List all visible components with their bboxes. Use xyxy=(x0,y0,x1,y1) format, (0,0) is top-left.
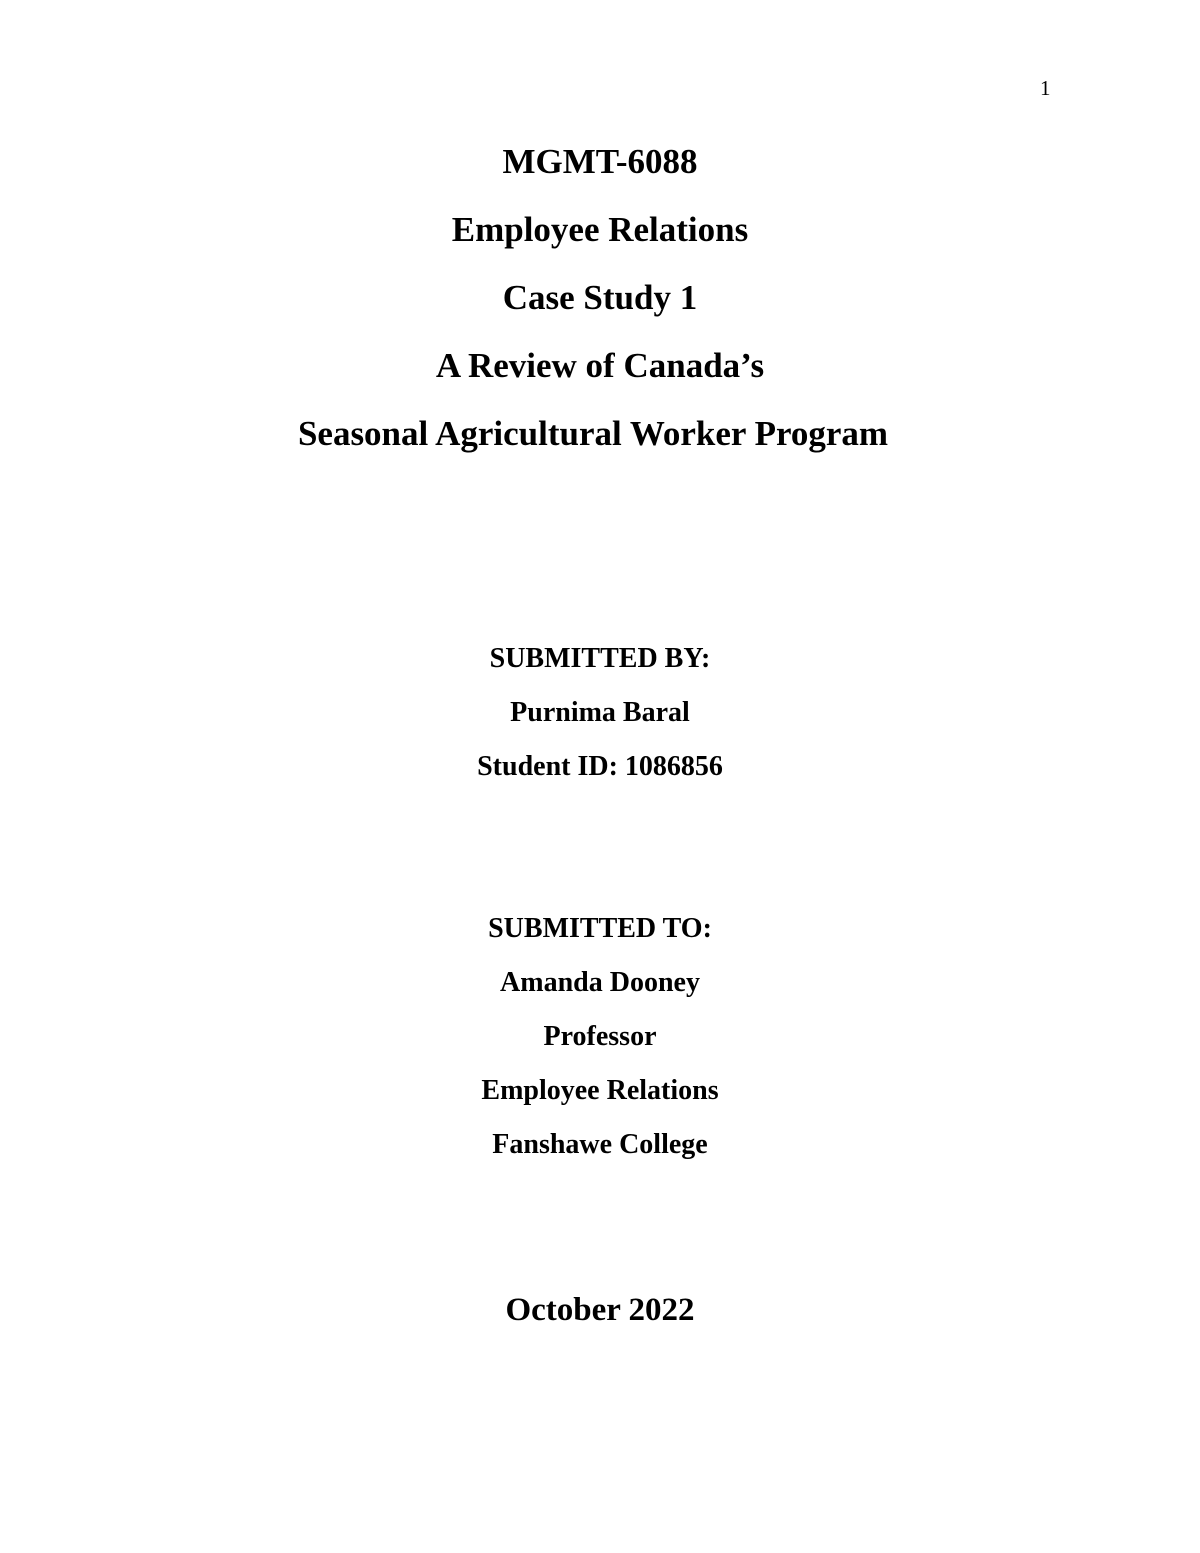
institution-name: Fanshawe College xyxy=(492,1129,708,1160)
submission-date: October 2022 xyxy=(505,1292,695,1328)
submitted-by-label: SUBMITTED BY: xyxy=(489,643,711,674)
paper-title-line-2: Seasonal Agricultural Worker Program xyxy=(297,414,889,453)
page-number: 1 xyxy=(1040,76,1051,100)
student-name: Purnima Baral xyxy=(510,697,690,728)
assignment-title: Case Study 1 xyxy=(502,278,698,317)
submitted-to-label: SUBMITTED TO: xyxy=(488,913,712,944)
professor-name: Amanda Dooney xyxy=(500,967,700,998)
course-name: Employee Relations xyxy=(451,210,749,249)
paper-title-line-1: A Review of Canada’s xyxy=(435,346,765,385)
course-code: MGMT-6088 xyxy=(502,142,698,181)
course-name-footer: Employee Relations xyxy=(481,1075,719,1106)
professor-role: Professor xyxy=(543,1021,657,1052)
student-id: Student ID: 1086856 xyxy=(477,751,723,782)
